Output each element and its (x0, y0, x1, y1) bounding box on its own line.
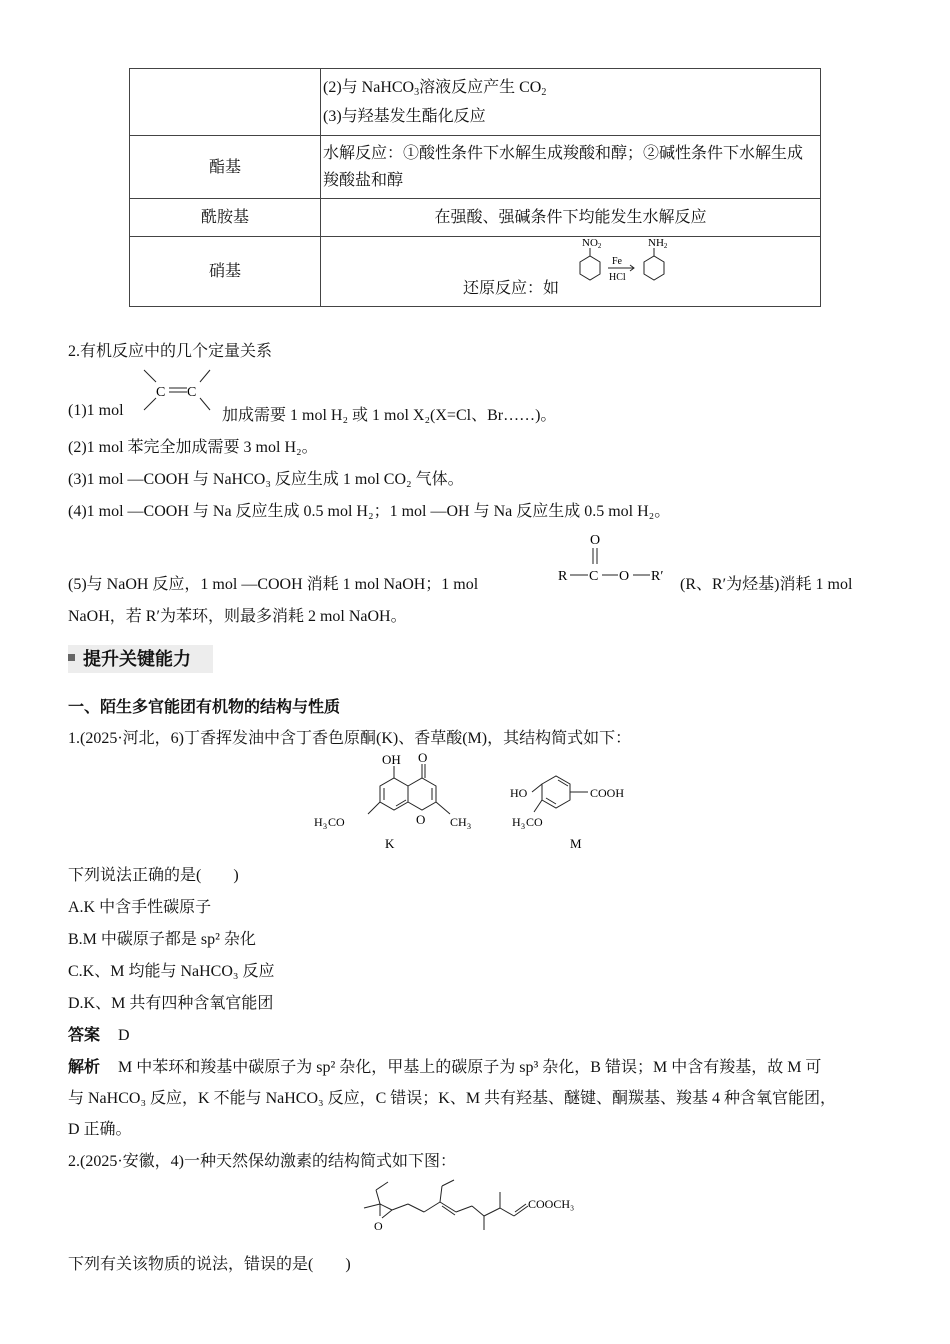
item-5-line2: NaOH，若 R′为苯环，则最多消耗 2 mol NaOH。 (68, 608, 407, 625)
group-name-nitro: 硝基 (130, 237, 321, 307)
option-a: A.K 中含手性碳原子 (68, 899, 212, 916)
group-name-ester: 酯基 (130, 136, 321, 199)
nh2-label: NH2 (648, 237, 668, 250)
svg-text:H: H (512, 815, 521, 829)
question-2-stem: 2.(2025·安徽，4)一种天然保幼激素的结构简式如下图： (68, 1153, 456, 1170)
hcl-label: HCl (609, 272, 626, 283)
question-1-ask: 下列说法正确的是( ) (68, 867, 239, 884)
svg-text:R′: R′ (651, 569, 664, 584)
analysis-line-3: D 正确。 (68, 1121, 132, 1138)
svg-text:C: C (156, 385, 166, 400)
answer-value: D (118, 1027, 130, 1044)
analysis-line-1 (68, 1054, 821, 1077)
item-5-prefix: (5)与 NaOH 反应，1 mol —COOH 消耗 1 mol NaOH；1 mol (68, 576, 479, 593)
alkene-structure (140, 366, 215, 416)
answer-line (68, 1022, 130, 1045)
svg-text:COOH: COOH (590, 786, 625, 800)
svg-text:C: C (187, 385, 197, 400)
item-1-prefix: (1)1 mol (68, 402, 124, 419)
carboxyl-prop-3: (3)与羟基发生酯化反应 (323, 108, 486, 125)
svg-text:3: 3 (467, 822, 471, 831)
cooch3-label: COOCH₃ (528, 1197, 575, 1211)
analysis-text-1: M 中苯环和羧基中碳原子为 sp² 杂化，甲基上的碳原子为 sp³ 杂化，B 错误；M 中含有羧基，故 M 可 (118, 1059, 822, 1076)
svg-text:O: O (416, 812, 426, 827)
table-cell-empty (130, 69, 321, 136)
svg-text:R: R (558, 569, 568, 584)
ester-reaction: 水解反应：①酸性条件下水解生成羧酸和醇；②碱性条件下水解生成羧酸盐和醇 (321, 136, 821, 199)
analysis-label: 解析 (68, 1057, 101, 1076)
option-c: C.K、M 均能与 NaHCO₃ 反应 (68, 963, 275, 980)
label-k: K (385, 836, 395, 851)
functional-group-table (129, 68, 821, 307)
item-2: (2)1 mol 苯完全加成需要 3 mol H₂。 (68, 439, 318, 456)
question-2-ask: 下列有关该物质的说法，错误的是( ) (68, 1256, 351, 1273)
svg-text:O: O (374, 1219, 383, 1233)
fe-label: Fe (612, 256, 622, 267)
svg-text:CO: CO (526, 815, 543, 829)
nitro-reaction-text: 还原反应：如 (463, 280, 560, 297)
item-1-suffix: 加成需要 1 mol H₂ 或 1 mol X₂(X=Cl、Br……)。 (222, 407, 557, 424)
ester-structure (556, 530, 676, 586)
answer-label: 答案 (68, 1025, 101, 1044)
option-b: B.M 中碳原子都是 sp² 杂化 (68, 931, 256, 948)
subheading: 一、陌生多官能团有机物的结构与性质 (68, 697, 341, 716)
svg-text:3: 3 (521, 822, 525, 831)
structure-k-and-m (310, 752, 650, 854)
svg-text:OH: OH (382, 752, 401, 767)
svg-text:CO: CO (328, 815, 345, 829)
svg-text:HO: HO (510, 786, 528, 800)
svg-text:O: O (590, 533, 601, 548)
table-row (130, 69, 821, 136)
juvenile-hormone-structure (360, 1178, 600, 1238)
analysis-line-2: 与 NaHCO₃ 反应，K 不能与 NaHCO₃ 反应，C 错误；K、M 共有羟基、醚键、酮羰基、羧基 4 种含氧官能团， (68, 1090, 837, 1107)
nitrobenzene-reduction-diagram (560, 234, 700, 294)
section-heading: 提升关键能力 (83, 649, 191, 670)
question-1-stem: 1.(2025·河北，6)丁香挥发油中含丁香色原酮(K)、香草酸(M)，其结构简式如下： (68, 730, 632, 747)
item-3: (3)1 mol —COOH 与 NaHCO₃ 反应生成 1 mol CO₂ 气体。 (68, 471, 464, 488)
group-name-amide: 酰胺基 (130, 199, 321, 237)
carboxyl-prop-2: (2)与 NaHCO$_3$溶液反应产生 $CO_2$ (323, 79, 547, 98)
svg-text:CH: CH (450, 815, 467, 829)
table-row (130, 199, 821, 237)
svg-text:O: O (418, 752, 428, 765)
amide-reaction: 在强酸、强碱条件下均能发生水解反应 (321, 199, 821, 237)
heading-square-icon (68, 654, 75, 661)
label-m: M (570, 836, 582, 851)
no2-label: NO2 (582, 237, 602, 250)
table-cell-carboxyl-props (321, 69, 821, 136)
item-4: (4)1 mol —COOH 与 Na 反应生成 0.5 mol H₂；1 mol —OH 与 Na 反应生成 0.5 mol H₂。 (68, 503, 671, 520)
svg-text:3: 3 (323, 822, 327, 831)
option-d: D.K、M 共有四种含氧官能团 (68, 995, 274, 1012)
section-title: 2.有机反应中的几个定量关系 (68, 343, 273, 360)
svg-text:C: C (589, 569, 599, 584)
item-5-suffix: (R、R′为烃基)消耗 1 mol (680, 576, 853, 593)
svg-text:H: H (314, 815, 323, 829)
svg-text:O: O (619, 569, 630, 584)
table-row (130, 136, 821, 199)
